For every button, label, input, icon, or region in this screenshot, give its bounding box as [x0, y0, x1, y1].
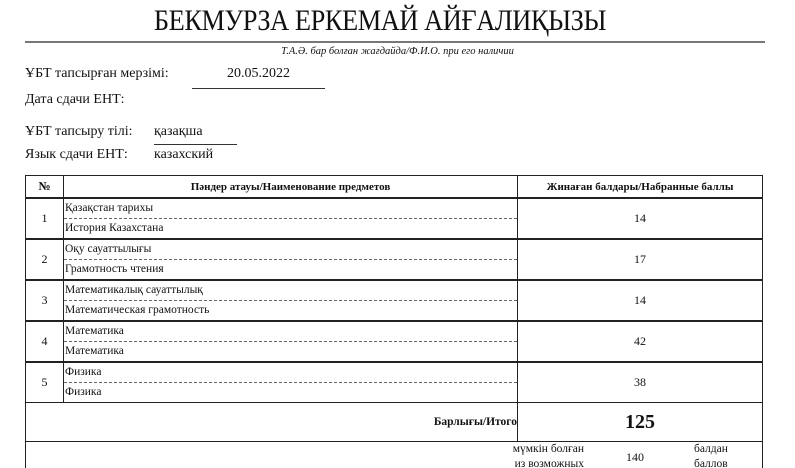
- subject-name-kz: Математикалық сауаттылық: [64, 281, 517, 301]
- row-number: 4: [26, 321, 64, 362]
- title-divider: [25, 41, 765, 43]
- subject-cell: [64, 198, 518, 239]
- possible-unit-kz: балдан: [694, 443, 728, 455]
- table-row: [26, 362, 763, 403]
- subject-name-kz: Математика: [64, 322, 517, 342]
- table-row: [26, 321, 763, 362]
- header-subject: Пәндер атауы/Наименование предметов: [64, 176, 518, 199]
- student-name: БЕКМУРЗА ЕРКЕМАЙ АЙҒАЛИҚЫЗЫ: [153, 4, 607, 37]
- exam-language-ru: казахский: [154, 147, 214, 162]
- subject-name-ru: Математика: [65, 345, 124, 357]
- subject-cell: [64, 239, 518, 280]
- subject-name-ru: Физика: [65, 386, 102, 398]
- table-row: [26, 198, 763, 239]
- possible-label-kz: мүмкін болған: [512, 443, 584, 455]
- total-row: [26, 403, 763, 442]
- exam-language-kz: қазақша: [154, 124, 237, 145]
- exam-date: 20.05.2022: [192, 66, 325, 89]
- lang-label-ru: Язык сдачи ЕНТ:: [25, 147, 128, 162]
- name-caption: Т.А.Ә. бар болған жағдайда/Ф.И.О. при его наличии: [281, 46, 514, 57]
- subject-name-kz: Оқу сауаттылығы: [64, 240, 517, 260]
- subject-name-ru: История Казахстана: [65, 222, 164, 234]
- table-row: [26, 280, 763, 321]
- scores-table: [25, 175, 763, 468]
- header-score: Жинаған балдары/Набранные баллы: [518, 176, 763, 199]
- subject-name-ru: Математическая грамотность: [65, 304, 210, 316]
- subject-score: 14: [518, 198, 763, 239]
- subject-score: 42: [518, 321, 763, 362]
- total-label: Барлығы/Итого: [26, 403, 518, 442]
- date-label-ru: Дата сдачи ЕНТ:: [25, 92, 125, 107]
- table-header: [26, 176, 763, 199]
- row-number: 1: [26, 198, 64, 239]
- possible-label-ru: из возможных: [514, 458, 584, 468]
- subject-name-ru: Грамотность чтения: [65, 263, 164, 275]
- subject-name-kz: Қазақстан тарихы: [64, 199, 517, 219]
- possible-score: 140: [626, 450, 644, 464]
- subject-cell: [64, 321, 518, 362]
- lang-label-kz: ҰБТ тапсыру тілі:: [25, 124, 133, 139]
- possible-row: [26, 442, 763, 468]
- table-row: [26, 239, 763, 280]
- row-number: 2: [26, 239, 64, 280]
- row-number: 5: [26, 362, 64, 403]
- subject-score: 17: [518, 239, 763, 280]
- row-number: 3: [26, 280, 64, 321]
- subject-cell: [64, 280, 518, 321]
- date-label-kz: ҰБТ тапсырған мерзімі:: [25, 66, 169, 81]
- subject-name-kz: Физика: [64, 363, 517, 383]
- subject-score: 38: [518, 362, 763, 403]
- total-score: 125: [518, 403, 763, 442]
- possible-unit-ru: баллов: [694, 458, 728, 468]
- subject-cell: [64, 362, 518, 403]
- header-number: №: [26, 176, 64, 199]
- subject-score: 14: [518, 280, 763, 321]
